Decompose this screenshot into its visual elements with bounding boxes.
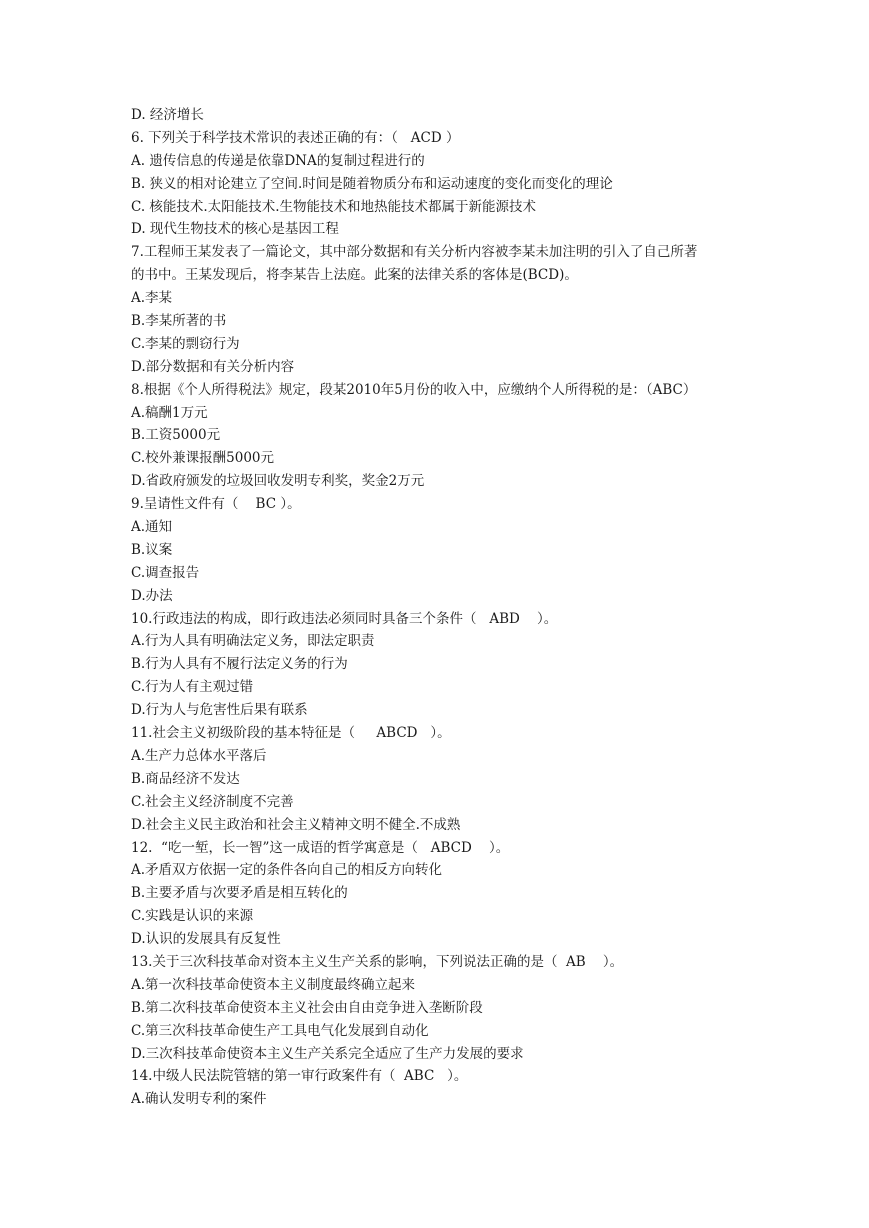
question-13: 13.关于三次科技革命对资本主义生产关系的影响，下列说法正确的是（ AB ）。 — [131, 953, 624, 970]
option-c-line: C.调查报告 — [131, 564, 200, 581]
option-d-line: D.办法 — [131, 587, 173, 604]
option-a-line: A.生产力总体水平落后 — [131, 747, 267, 764]
option-d-line: D.社会主义民主政治和社会主义精神文明不健全.不成熟 — [131, 816, 461, 833]
option-a-line: A.李某 — [131, 290, 173, 307]
option-c-line: C.校外兼课报酬5000元 — [131, 450, 274, 467]
question-14: 14.中级人民法院管辖的第一审行政案件有（ ABC ）。 — [131, 1068, 468, 1085]
option-d-line: D.行为人与危害性后果有联系 — [131, 702, 308, 719]
option-b-line: B.李某所著的书 — [131, 313, 227, 330]
option-a-line: A.确认发明专利的案件 — [131, 1091, 267, 1108]
question-9: 9.呈请性文件有（ BC ）。 — [131, 496, 301, 513]
question-8: 8.根据《个人所得税法》规定，段某2010年5月份的收入中，应缴纳个人所得税的是：（ABC） — [131, 381, 697, 398]
question-7: 7.工程师王某发表了一篇论文，其中部分数据和有关分析内容被李某未加注明的引入了自己所著 — [131, 244, 698, 261]
question-12: 12. “吃一堑，长一智”这一成语的哲学寓意是（ ABCD ）。 — [131, 839, 510, 856]
option-c-line: C. 核能技术.太阳能技术.生物能技术和地热能技术都属于新能源技术 — [131, 198, 537, 215]
option-b-line: B.行为人具有不履行法定义务的行为 — [131, 656, 348, 673]
option-c-line: C.行为人有主观过错 — [131, 679, 254, 696]
question-6: 6. 下列关于科学技术常识的表述正确的有：（ ACD ） — [131, 129, 460, 146]
option-a-line: A.矛盾双方依据一定的条件各向自己的相反方向转化 — [131, 862, 443, 879]
question-10: 10.行政违法的构成，即行政违法必须同时具备三个条件（ ABD ）。 — [131, 610, 558, 627]
option-d-line: D. 现代生物技术的核心是基因工程 — [131, 221, 339, 238]
question-11: 11.社会主义初级阶段的基本特征是（ ABCD ）。 — [131, 725, 451, 742]
option-a-line: A.通知 — [131, 519, 173, 536]
option-a-line: A.第一次科技革命使资本主义制度最终确立起来 — [131, 976, 416, 993]
option-d-line: D. 经济增长 — [131, 107, 204, 123]
option-a-line: A. 遗传信息的传递是依靠DNA的复制过程进行的 — [131, 152, 425, 169]
option-b-line: B.商品经济不发达 — [131, 770, 240, 787]
option-c-line: C.第三次科技革命使生产工具电气化发展到自动化 — [131, 1022, 429, 1039]
question-7-continued: 的书中。王某发现后，将李某告上法庭。此案的法律关系的客体是(BCD)。 — [131, 267, 578, 284]
option-d-line: D.部分数据和有关分析内容 — [131, 358, 295, 375]
option-c-line: C.李某的剽窃行为 — [131, 335, 240, 352]
option-d-line: D.三次科技革命使资本主义生产关系完全适应了生产力发展的要求 — [131, 1045, 524, 1062]
option-a-line: A.稿酬1万元 — [131, 404, 208, 421]
option-a-line: A.行为人具有明确法定义务，即法定职责 — [131, 633, 375, 650]
option-d-line: D.认识的发展具有反复性 — [131, 931, 281, 948]
option-d-line: D.省政府颁发的垃圾回收发明专利奖，奖金2万元 — [131, 473, 425, 490]
option-b-line: B.议案 — [131, 541, 173, 558]
document-body — [131, 104, 791, 1111]
option-b-line: B. 狭义的相对论建立了空间.时间是随着物质分布和运动速度的变化而变化的理论 — [131, 175, 613, 192]
option-b-line: B.主要矛盾与次要矛盾是相互转化的 — [131, 885, 348, 902]
option-b-line: B.工资5000元 — [131, 427, 221, 444]
option-c-line: C.实践是认识的来源 — [131, 908, 254, 925]
option-b-line: B.第二次科技革命使资本主义社会由自由竞争进入垄断阶段 — [131, 999, 483, 1016]
option-c-line: C.社会主义经济制度不完善 — [131, 793, 294, 810]
